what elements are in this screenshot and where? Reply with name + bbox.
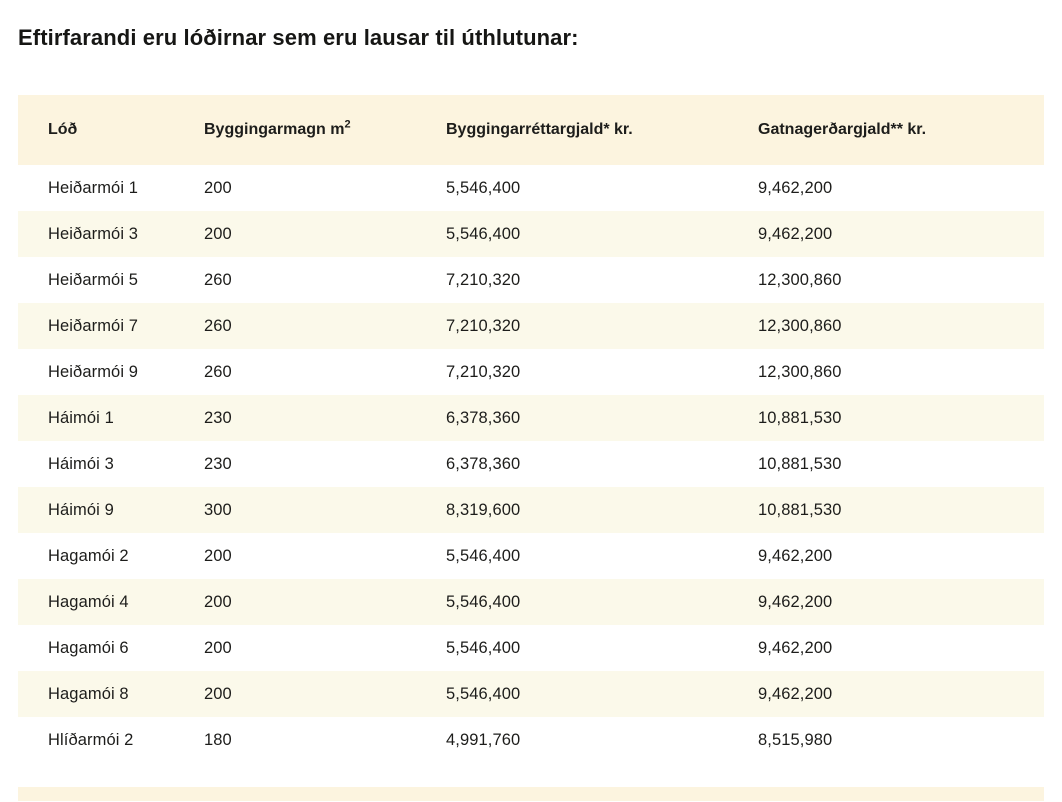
cell-street-fee: 8,515,980	[758, 730, 833, 749]
cell-lot: Hagamói 2	[48, 546, 129, 565]
cell-lot: Hagamói 4	[48, 592, 129, 611]
cell-lot: Hagamói 8	[48, 684, 129, 703]
cell-size: 200	[204, 178, 232, 197]
cell-size: 300	[204, 500, 232, 519]
cell-street-fee: 10,881,530	[758, 500, 842, 519]
table-row	[18, 533, 1044, 579]
cell-building-right-fee: 8,319,600	[446, 500, 521, 519]
cell-street-fee: 10,881,530	[758, 454, 842, 473]
cell-street-fee: 9,462,200	[758, 224, 833, 243]
column-header-building-right-fee	[446, 95, 758, 165]
cell-size: 200	[204, 638, 232, 657]
cell-street-fee: 12,300,860	[758, 270, 842, 289]
cell-lot: Heiðarmói 1	[48, 178, 139, 197]
cell-building-right-fee: 7,210,320	[446, 362, 521, 381]
cell-street-fee: 9,462,200	[758, 178, 833, 197]
lots-table	[18, 95, 1044, 763]
column-header-size	[204, 95, 446, 165]
cell-size: 230	[204, 454, 232, 473]
cell-size: 230	[204, 408, 232, 427]
cell-size: 200	[204, 684, 232, 703]
column-header-size-label: Byggingarmagn m	[204, 121, 345, 138]
cell-size: 260	[204, 362, 232, 381]
cell-building-right-fee: 7,210,320	[446, 270, 521, 289]
table-row	[18, 303, 1044, 349]
cell-building-right-fee: 5,546,400	[446, 224, 521, 243]
cell-size: 180	[204, 730, 232, 749]
cell-building-right-fee: 4,991,760	[446, 730, 521, 749]
cell-street-fee: 10,881,530	[758, 408, 842, 427]
cell-lot: Heiðarmói 7	[48, 316, 139, 335]
table-row	[18, 625, 1044, 671]
cell-building-right-fee: 5,546,400	[446, 638, 521, 657]
header-row	[18, 95, 1044, 165]
cell-lot: Háimói 9	[48, 500, 114, 519]
cell-building-right-fee: 6,378,360	[446, 454, 521, 473]
lots-table-header	[18, 95, 1044, 165]
cell-size: 200	[204, 546, 232, 565]
cell-street-fee: 9,462,200	[758, 684, 833, 703]
cell-lot: Heiðarmói 3	[48, 224, 139, 243]
cell-lot: Heiðarmói 9	[48, 362, 139, 381]
column-header-size-superscript: 2	[344, 118, 351, 131]
table-row	[18, 487, 1044, 533]
column-header-lot-label: Lóð	[48, 121, 78, 138]
table-row	[18, 165, 1044, 211]
table-row	[18, 257, 1044, 303]
cell-street-fee: 9,462,200	[758, 638, 833, 657]
page-title: Eftirfarandi eru lóðirnar sem eru lausar til úthlutunar:	[18, 25, 579, 50]
cell-lot: Háimói 1	[48, 408, 114, 427]
column-header-building-right-fee-label: Byggingarréttargjald* kr.	[446, 121, 633, 138]
cell-building-right-fee: 7,210,320	[446, 316, 521, 335]
column-header-street-fee-label: Gatnagerðargjald** kr.	[758, 121, 927, 138]
lots-table-body	[18, 165, 1044, 763]
table-row	[18, 671, 1044, 717]
table-row	[18, 717, 1044, 763]
column-header-lot	[18, 95, 204, 165]
cell-lot: Hlíðarmói 2	[48, 730, 134, 749]
cell-street-fee: 12,300,860	[758, 362, 842, 381]
table-row	[18, 579, 1044, 625]
table-row	[18, 441, 1044, 487]
cell-lot: Háimói 3	[48, 454, 114, 473]
table-row	[18, 349, 1044, 395]
cell-building-right-fee: 5,546,400	[446, 546, 521, 565]
cell-building-right-fee: 6,378,360	[446, 408, 521, 427]
cell-lot: Heiðarmói 5	[48, 270, 139, 289]
table-row	[18, 211, 1044, 257]
cell-lot: Hagamói 6	[48, 638, 129, 657]
next-section-strip	[18, 787, 1044, 801]
cell-street-fee: 9,462,200	[758, 546, 833, 565]
column-header-street-fee	[758, 95, 1044, 165]
cell-size: 260	[204, 316, 232, 335]
cell-building-right-fee: 5,546,400	[446, 684, 521, 703]
cell-building-right-fee: 5,546,400	[446, 178, 521, 197]
cell-building-right-fee: 5,546,400	[446, 592, 521, 611]
cell-size: 260	[204, 270, 232, 289]
cell-street-fee: 9,462,200	[758, 592, 833, 611]
table-row	[18, 395, 1044, 441]
cell-street-fee: 12,300,860	[758, 316, 842, 335]
cell-size: 200	[204, 592, 232, 611]
cell-size: 200	[204, 224, 232, 243]
